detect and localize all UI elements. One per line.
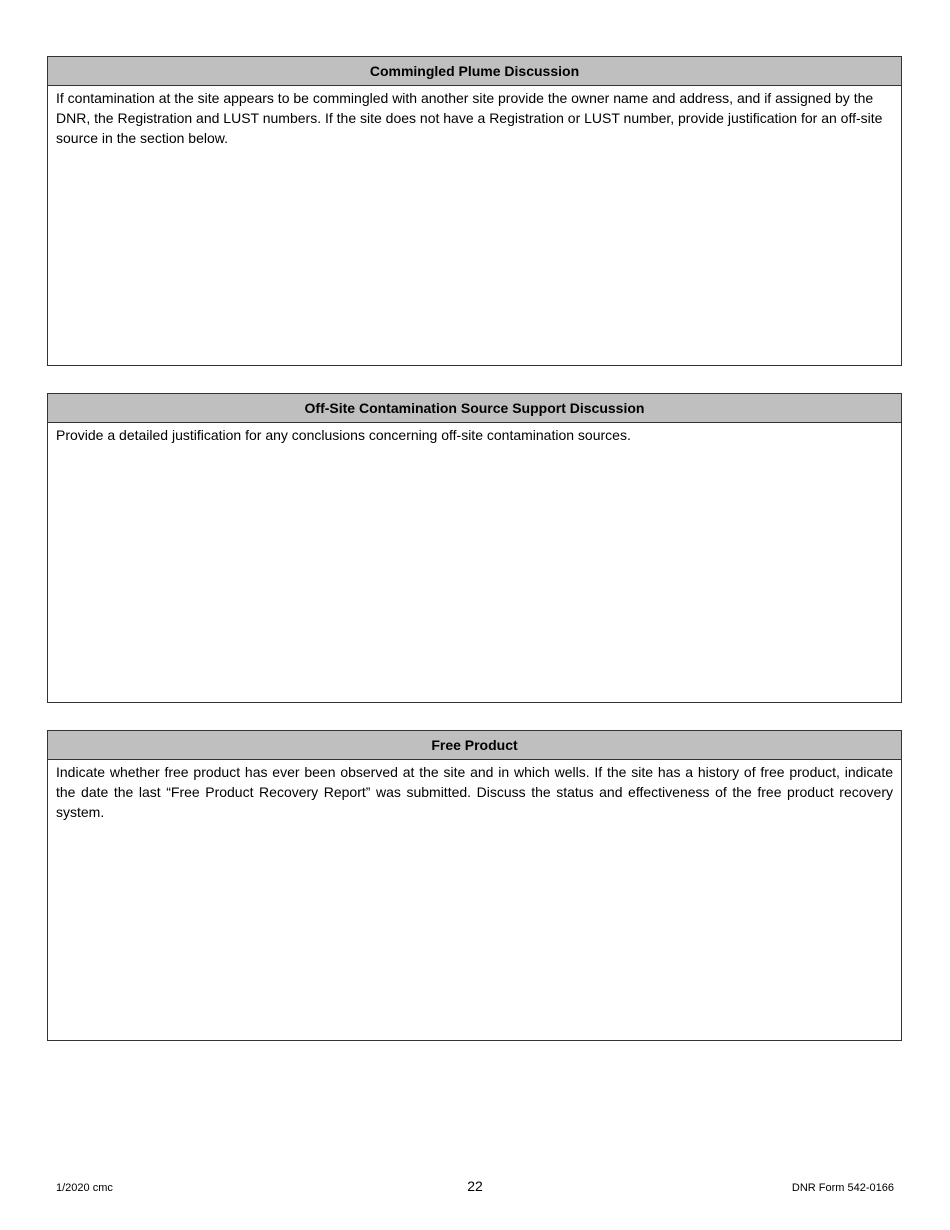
off-site-source-section bbox=[47, 393, 902, 703]
off-site-source-instructions: Provide a detailed justification for any conclusions concerning off-site contamination sources. bbox=[56, 427, 631, 443]
free-product-response-field[interactable] bbox=[56, 822, 893, 1032]
footer-form-id: DNR Form 542-0166 bbox=[791, 1182, 894, 1194]
commingled-plume-section bbox=[47, 56, 902, 366]
off-site-source-response-field[interactable] bbox=[56, 445, 893, 695]
free-product-body bbox=[48, 760, 901, 1032]
free-product-instructions: Indicate whether free product has ever been observed at the site and in which wells. If the site has a history of free product, indicate the date the last “Free Product Recovery Report” was submitted. Discuss the status and effectiveness of the free product recovery system. bbox=[56, 764, 893, 820]
page-footer bbox=[56, 1178, 894, 1198]
footer-date: 1/2020 cmc bbox=[56, 1182, 113, 1194]
commingled-plume-body bbox=[48, 86, 901, 358]
off-site-source-body bbox=[48, 423, 901, 695]
off-site-source-title: Off-Site Contamination Source Support Discussion bbox=[48, 394, 901, 423]
commingled-plume-title: Commingled Plume Discussion bbox=[48, 57, 901, 86]
free-product-section bbox=[47, 730, 902, 1041]
free-product-title: Free Product bbox=[48, 731, 901, 760]
commingled-plume-response-field[interactable] bbox=[56, 148, 893, 358]
footer-page-number: 22 bbox=[467, 1178, 483, 1194]
commingled-plume-instructions: If contamination at the site appears to be commingled with another site provide the owner name and address, and if assigned by the DNR, the Registration and LUST numbers. If the site does not have a Registration or LUST number, provide justification for an off-site source in the section below. bbox=[56, 90, 883, 146]
